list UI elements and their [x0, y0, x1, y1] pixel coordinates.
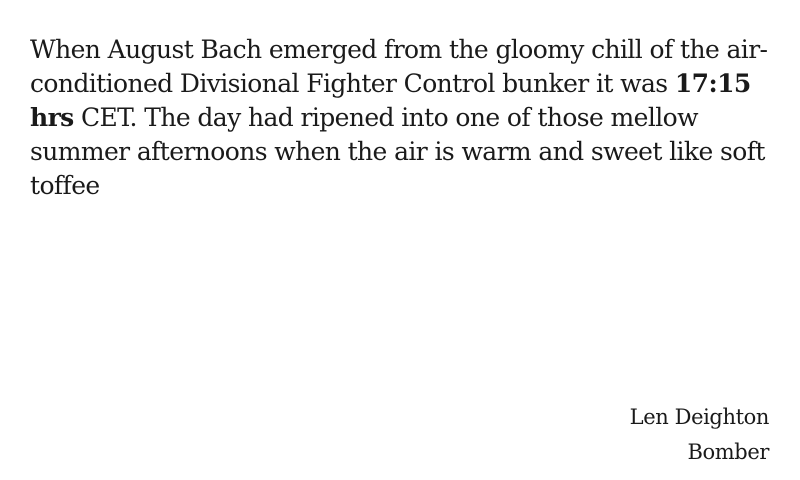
- quote-after: CET. The day had ripened into one of those mellow summer afternoons when the air is warm and sweet like soft toffee: [30, 103, 765, 200]
- author-name: Len Deighton: [629, 405, 769, 429]
- quote-time: 17:15 hrs: [30, 69, 751, 132]
- book-title: Bomber: [687, 440, 769, 464]
- quote-before: When August Bach emerged from the gloomy chill of the air-conditioned Divisional Fighter Control bunker it was: [30, 35, 768, 98]
- quote-text: [30, 33, 775, 203]
- attribution: [630, 400, 769, 470]
